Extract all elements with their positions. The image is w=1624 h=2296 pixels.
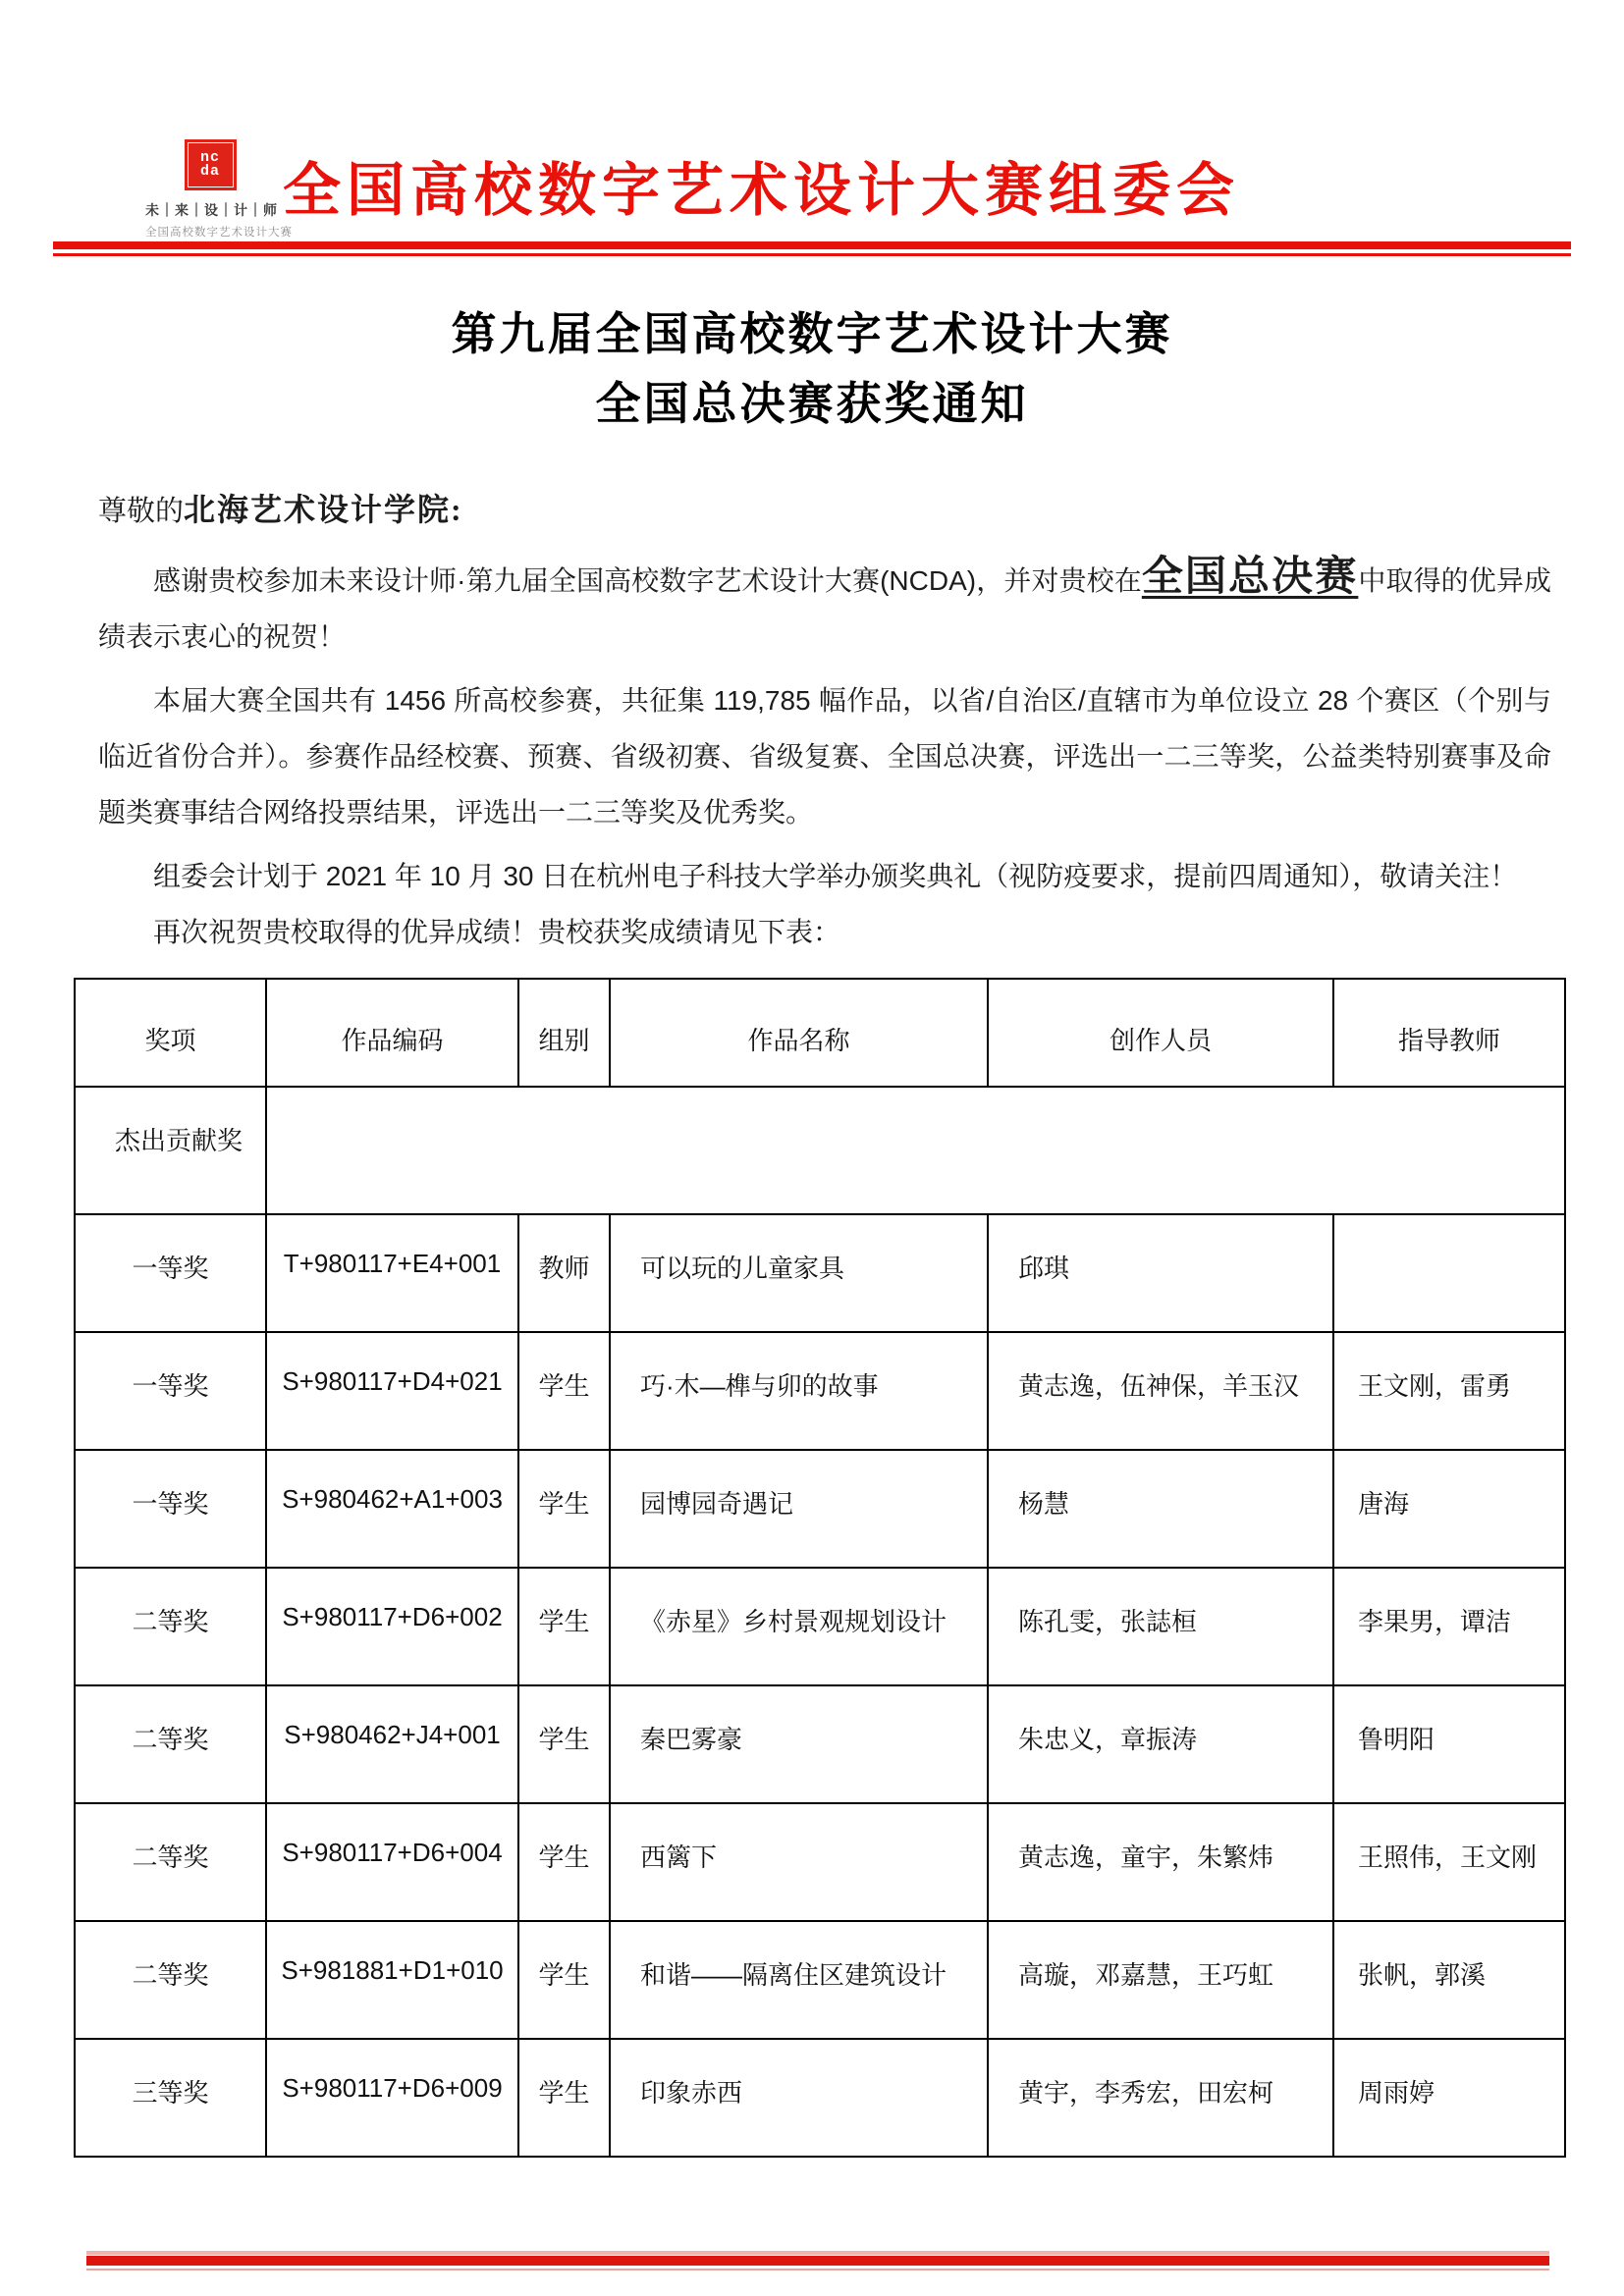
awards-table xyxy=(74,978,1566,2158)
document-title-line2: 全国总决赛获奖通知 xyxy=(595,378,1029,430)
footer-divider-thick xyxy=(86,2256,1549,2266)
cell-award: 二等奖 xyxy=(75,1921,266,2039)
cell-work-code: S+980117+D4+021 xyxy=(266,1332,518,1450)
cell-group: 学生 xyxy=(518,1450,610,1568)
cell-award: 二等奖 xyxy=(75,1803,266,1921)
cell-advisors: 周雨婷 xyxy=(1333,2039,1565,2157)
cell-group: 学生 xyxy=(518,2039,610,2157)
paragraph-thanks xyxy=(98,548,1551,665)
cell-creators: 高璇，邓嘉慧，王巧虹 xyxy=(988,1921,1333,2039)
awards-table-header-row xyxy=(75,979,1565,1087)
salutation-school-name: 北海艺术设计学院: xyxy=(184,491,463,527)
organization-title: 全国高校数字艺术设计大赛组委会 xyxy=(283,158,1241,223)
col-header-award: 奖项 xyxy=(75,979,266,1087)
cell-work-code: S+980117+D6+002 xyxy=(266,1568,518,1685)
document-title xyxy=(0,299,1624,440)
cell-creators: 杨慧 xyxy=(988,1450,1333,1568)
table-row xyxy=(75,1803,1565,1921)
cell-award: 一等奖 xyxy=(75,1214,266,1332)
section-row-empty-cell xyxy=(266,1087,1565,1214)
cell-work-code: S+980462+J4+001 xyxy=(266,1685,518,1803)
logo-glyph-bottom: da xyxy=(199,163,220,180)
cell-work-code: T+980117+E4+001 xyxy=(266,1214,518,1332)
cell-work-title: 和谐——隔离住区建筑设计 xyxy=(610,1921,988,2039)
cell-advisors: 鲁明阳 xyxy=(1333,1685,1565,1803)
cell-group: 学生 xyxy=(518,1568,610,1685)
cell-creators: 邱琪 xyxy=(988,1214,1333,1332)
footer-divider-light xyxy=(86,2251,1549,2255)
cell-work-code: S+980462+A1+003 xyxy=(266,1450,518,1568)
cell-creators: 黄宇，李秀宏，田宏柯 xyxy=(988,2039,1333,2157)
footer-divider xyxy=(86,2251,1549,2270)
logo-glyph-top: nc xyxy=(199,148,220,166)
brand-subtitle: 全国高校数字艺术设计大赛 xyxy=(145,227,293,239)
paragraph-thanks-text: 感谢贵校参加未来设计师·第九届全国高校数字艺术设计大赛(NCDA)，并对贵校在 xyxy=(153,564,1142,596)
cell-group: 学生 xyxy=(518,1921,610,2039)
finals-highlight: 全国总决赛 xyxy=(1141,552,1359,599)
paragraph-thanks-tail: 中取得的优异成绩表示衷心的祝贺！ xyxy=(98,564,1551,652)
cell-work-code: S+980117+D6+004 xyxy=(266,1803,518,1921)
document-title-line1: 第九届全国高校数字艺术设计大赛 xyxy=(451,308,1173,359)
cell-work-title: 《赤星》乡村景观规划设计 xyxy=(610,1568,988,1685)
table-row xyxy=(75,1214,1565,1332)
col-header-advisors: 指导教师 xyxy=(1333,979,1565,1087)
section-label: 杰出贡献奖 xyxy=(75,1087,266,1214)
cell-creators: 黄志逸，童宇，朱繁炜 xyxy=(988,1803,1333,1921)
cell-work-title: 印象赤西 xyxy=(610,2039,988,2157)
cell-advisors xyxy=(1333,1214,1565,1332)
col-header-group: 组别 xyxy=(518,979,610,1087)
table-row xyxy=(75,2039,1565,2157)
cell-work-title: 巧·木—榫与卯的故事 xyxy=(610,1332,988,1450)
ncda-logo-icon xyxy=(185,139,237,190)
table-row xyxy=(75,1921,1565,2039)
paragraph-ceremony-notice: 组委会计划于 2021 年 10 月 30 日在杭州电子科技大学举办颁奖典礼（视防疫要求，提前四周通知），敬请关注！ xyxy=(153,860,1518,891)
cell-work-title: 可以玩的儿童家具 xyxy=(610,1214,988,1332)
letterhead xyxy=(0,0,1624,241)
cell-work-code: S+981881+D1+010 xyxy=(266,1921,518,2039)
header-divider-thick xyxy=(53,241,1571,249)
cell-work-title: 秦巴雾豪 xyxy=(610,1685,988,1803)
cell-creators: 陈孔雯，张誌桓 xyxy=(988,1568,1333,1685)
section-row-contribution-award xyxy=(75,1087,1565,1214)
cell-work-title: 西篱下 xyxy=(610,1803,988,1921)
table-row xyxy=(75,1332,1565,1450)
cell-advisors: 王照伟，王文刚 xyxy=(1333,1803,1565,1921)
salutation-prefix: 尊敬的 xyxy=(98,495,185,527)
paragraph-congrats-table-intro: 再次祝贺贵校取得的优异成绩！贵校获奖成绩请见下表： xyxy=(153,916,841,947)
footer-divider-thin xyxy=(86,2269,1549,2270)
salutation xyxy=(98,485,1551,530)
cell-advisors: 王文刚，雷勇 xyxy=(1333,1332,1565,1450)
table-row xyxy=(75,1450,1565,1568)
table-row xyxy=(75,1568,1565,1685)
cell-advisors: 唐海 xyxy=(1333,1450,1565,1568)
table-row xyxy=(75,1685,1565,1803)
brand-block xyxy=(145,139,293,240)
brand-slogan: 未｜来｜设｜计｜师 xyxy=(145,202,278,218)
cell-award: 二等奖 xyxy=(75,1568,266,1685)
col-header-work-code: 作品编码 xyxy=(266,979,518,1087)
cell-group: 学生 xyxy=(518,1803,610,1921)
header-divider-thin xyxy=(53,253,1571,256)
cell-group: 学生 xyxy=(518,1685,610,1803)
cell-group: 学生 xyxy=(518,1332,610,1450)
cell-award: 三等奖 xyxy=(75,2039,266,2157)
col-header-creators: 创作人员 xyxy=(988,979,1333,1087)
letter-body xyxy=(0,485,1624,960)
col-header-work-title: 作品名称 xyxy=(610,979,988,1087)
cell-advisors: 张帆，郭溪 xyxy=(1333,1921,1565,2039)
cell-work-title: 园博园奇遇记 xyxy=(610,1450,988,1568)
cell-award: 一等奖 xyxy=(75,1332,266,1450)
cell-group: 教师 xyxy=(518,1214,610,1332)
cell-creators: 黄志逸，伍神保，羊玉汉 xyxy=(988,1332,1333,1450)
cell-award: 二等奖 xyxy=(75,1685,266,1803)
cell-work-code: S+980117+D6+009 xyxy=(266,2039,518,2157)
cell-creators: 朱忠义，章振涛 xyxy=(988,1685,1333,1803)
cell-award: 一等奖 xyxy=(75,1450,266,1568)
paragraph-competition-stats: 本届大赛全国共有 1456 所高校参赛，共征集 119,785 幅作品，以省/自治区/直辖市为单位设立 28 个赛区（个别与临近省份合并）。参赛作品经校赛、预赛、省级初赛、省级复赛、全国总决赛，评选出一二三等奖，公益类特别赛事及命题类赛事结合网络投票结果，评选出一二三等奖及优秀奖。 xyxy=(98,684,1551,828)
cell-advisors: 李果男，谭洁 xyxy=(1333,1568,1565,1685)
